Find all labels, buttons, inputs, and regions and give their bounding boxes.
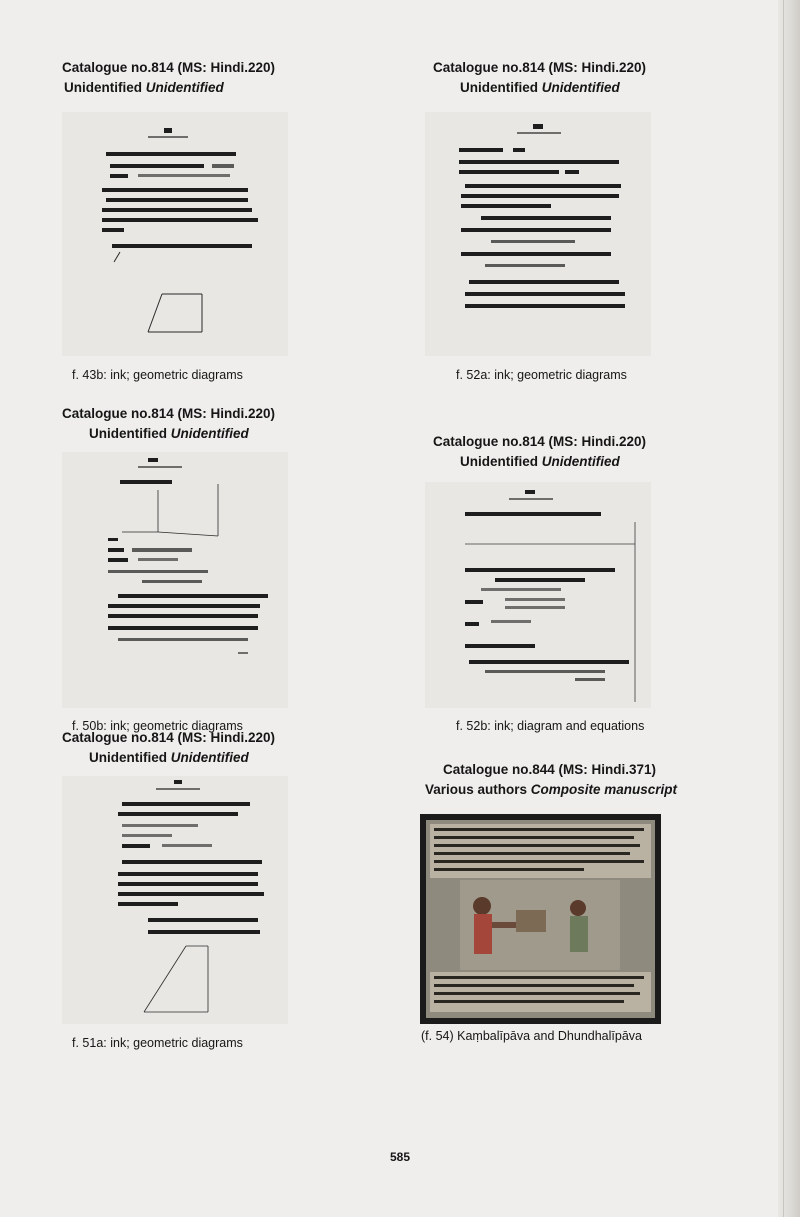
page-number: 585 [389,1150,411,1164]
book-spine [778,0,800,1217]
catalogue-entry-5 [62,728,275,768]
entry-title: Catalogue no.814 (MS: Hindi.220) [433,60,647,75]
entry-subtitle: Unidentified Unidentified [89,426,249,441]
folio-43b-content [62,112,288,356]
entry-title: Catalogue no.814 (MS: Hindi.220) [62,730,276,745]
entry-subtitle: Various authors Composite manuscript [425,782,678,797]
figure-caption: f. 52a: ink; geometric diagrams [456,368,627,382]
entry-title: Catalogue no.814 (MS: Hindi.220) [433,434,647,449]
folio-image-43b [62,112,288,356]
folio-52b-content [425,482,651,708]
entry-title: Catalogue no.814 (MS: Hindi.220) [62,60,276,75]
figure-caption: (f. 54) Kaṃbalīpāva and Dhundhalīpāva [421,1029,642,1043]
entry-subtitle: Unidentified Unidentified [89,750,249,765]
entry-subtitle: Unidentified Unidentified [460,454,620,469]
folio-50b-content [62,452,288,708]
entry-subtitle: Unidentified Unidentified [460,80,620,95]
folio-image-51a [62,776,288,1024]
entry-subtitle: Unidentified Unidentified [64,80,224,95]
folio-image-50b [62,452,288,708]
folio-51a-content [62,776,288,1024]
folio-52a-content [425,112,651,356]
catalogue-entry-6 [425,760,677,800]
catalogue-entry-1 [62,58,275,98]
miniature-painting-content [420,814,661,1024]
catalogue-entry-3 [62,404,275,444]
folio-image-52b [425,482,651,708]
spine-edge [783,0,784,1217]
catalogue-entry-2 [433,58,646,98]
miniature-painting-image [420,814,661,1024]
figure-caption: f. 51a: ink; geometric diagrams [72,1036,243,1050]
figure-caption: f. 52b: ink; diagram and equations [456,719,645,733]
entry-title: Catalogue no.814 (MS: Hindi.220) [62,406,276,421]
catalogue-entry-4 [433,432,646,472]
folio-image-52a [425,112,651,356]
figure-caption: f. 50b: ink; geometric diagrams [72,719,243,733]
entry-title: Catalogue no.844 (MS: Hindi.371) [443,762,657,777]
figure-caption: f. 43b: ink; geometric diagrams [72,368,243,382]
